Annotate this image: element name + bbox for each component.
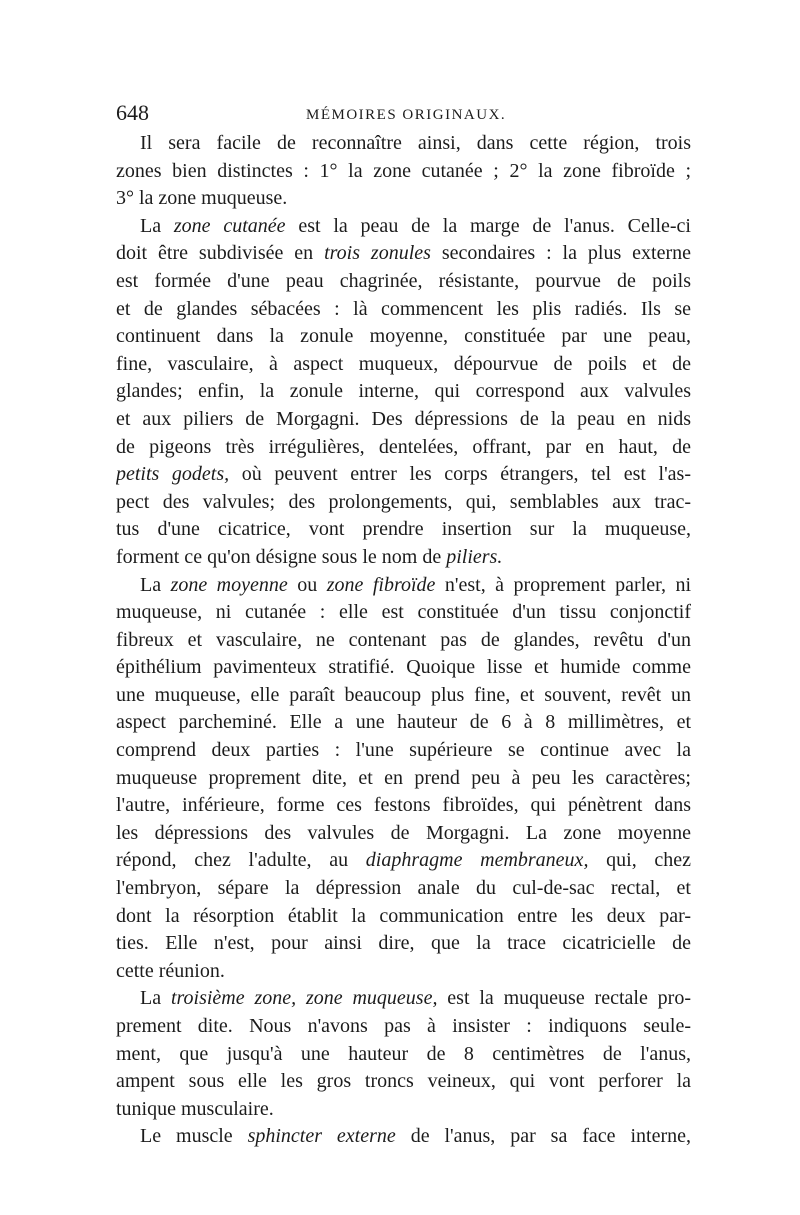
- italic-text: zone cutanée: [173, 214, 286, 237]
- text-line: [116, 599, 691, 627]
- text-span: Le muscle: [140, 1125, 248, 1148]
- page-header: [116, 98, 688, 128]
- text-span: zones bien distinctes : 1° la zone cutanée ; 2° la zone fibroïde ;: [116, 159, 691, 182]
- text-line: [116, 875, 691, 903]
- text-line: [116, 268, 691, 296]
- text-span: muqueuse proprement dite, et en prend peu à peu les caractères;: [116, 766, 691, 789]
- text-span: l'embryon, sépare la dépression anale du cul-de-sac rectal, et: [116, 877, 691, 900]
- text-span: ties. Elle n'est, pour ainsi dire, que la trace cicatricielle de: [116, 932, 691, 955]
- page-number: 648: [116, 100, 149, 125]
- running-head: MÉMOIRES ORIGINAUX.: [306, 107, 507, 123]
- text-span: est la muqueuse rectale pro-: [437, 987, 691, 1010]
- text-line: [116, 351, 691, 379]
- italic-text: zone fibroïde: [326, 573, 436, 596]
- text-span: aspect parcheminé. Elle a une hauteur de 6 à 8 millimètres, et: [116, 711, 691, 734]
- text-span: continuent dans la zonule moyenne, constituée par une peau,: [116, 325, 691, 348]
- text-span: glandes; enfin, la zonule interne, qui correspond aux valvules: [116, 380, 691, 403]
- text-line: [116, 434, 691, 462]
- text-span: cette réunion.: [116, 959, 225, 982]
- text-line: [116, 709, 691, 737]
- text-span: doit être subdivisée en: [116, 242, 325, 265]
- text-line: [116, 765, 691, 793]
- body-text: [116, 130, 691, 1151]
- text-span: et de glandes sébacées : là commencent les plis radiés. Ils se: [116, 297, 691, 320]
- text-line: [116, 489, 691, 517]
- text-line: [116, 654, 691, 682]
- text-span: de pigeons très irrégulières, dentelées, offrant, par en haut, de: [116, 435, 691, 458]
- text-span: une muqueuse, elle paraît beaucoup plus fine, et souvent, revêt un: [116, 683, 691, 706]
- text-span: prement dite. Nous n'avons pas à insister : indiquons seule-: [116, 1015, 691, 1037]
- text-line: [116, 792, 691, 820]
- text-span: les dépressions des valvules de Morgagni. La zone moyenne: [116, 821, 691, 844]
- text-span: pect des valvules; des prolongements, qui, semblables aux trac-: [116, 490, 691, 513]
- text-line: [116, 627, 691, 655]
- italic-text: petits godets,: [116, 463, 230, 486]
- text-span: l'autre, inférieure, forme ces festons fibroïdes, qui pénètrent dans: [116, 794, 691, 817]
- text-line: [116, 1096, 691, 1124]
- text-line: [116, 296, 691, 324]
- text-span: muqueuse, ni cutanée : elle est constituée d'un tissu conjonctif: [116, 601, 691, 624]
- text-span: qui, chez: [588, 849, 691, 872]
- text-span: de l'anus, par sa face interne,: [395, 1125, 691, 1148]
- text-line: [116, 323, 691, 351]
- text-span: et aux piliers de Morgagni. Des dépressions de la peau en nids: [116, 407, 691, 430]
- text-span: ou: [287, 573, 327, 596]
- text-line: [116, 213, 691, 241]
- text-line: [116, 406, 691, 434]
- text-span: ment, que jusqu'à une hauteur de 8 centimètres de l'anus,: [116, 1042, 691, 1065]
- italic-text: piliers.: [446, 545, 503, 568]
- text-line: [116, 1123, 691, 1151]
- italic-text: trois zonules: [324, 242, 431, 265]
- text-line: [116, 1013, 691, 1041]
- text-line: [116, 985, 691, 1013]
- text-span: est la peau de la marge de l'anus. Celle-ci: [285, 214, 691, 237]
- text-span: Il sera facile de reconnaître ainsi, dans cette région, trois: [140, 132, 691, 154]
- text-line: [116, 682, 691, 710]
- text-span: épithélium pavimenteux stratifié. Quoique lisse et humide comme: [116, 656, 691, 679]
- text-span: comprend deux parties : l'une supérieure se continue avec la: [116, 739, 691, 762]
- text-line: [116, 903, 691, 931]
- text-line: [116, 958, 691, 986]
- text-span: La: [140, 214, 174, 237]
- text-line: [116, 130, 691, 158]
- text-line: [116, 461, 691, 489]
- text-span: n'est, à proprement parler, ni: [435, 573, 691, 596]
- text-span: ampent sous elle les gros troncs veineux, qui vont perforer la: [116, 1070, 691, 1093]
- text-line: [116, 516, 691, 544]
- text-span: répond, chez l'adulte, au: [116, 849, 366, 872]
- italic-text: sphincter externe: [247, 1125, 396, 1148]
- text-line: [116, 847, 691, 875]
- text-line: [116, 930, 691, 958]
- text-span: fine, vasculaire, à aspect muqueux, dépourvue de poils et de: [116, 352, 691, 375]
- text-line: [116, 737, 691, 765]
- text-span: où peuvent entrer les corps étrangers, tel est l'as-: [229, 463, 691, 486]
- text-line: [116, 185, 691, 213]
- text-span: fibreux et vasculaire, ne contenant pas de glandes, revêtu d'un: [116, 628, 691, 651]
- text-line: [116, 572, 691, 600]
- text-line: [116, 820, 691, 848]
- italic-text: troisième zone, zone muqueuse,: [170, 987, 438, 1010]
- italic-text: zone moyenne: [170, 573, 288, 596]
- text-span: tunique musculaire.: [116, 1097, 274, 1120]
- text-span: tus d'une cicatrice, vont prendre insertion sur la muqueuse,: [116, 518, 691, 541]
- text-line: [116, 158, 691, 186]
- text-line: [116, 378, 691, 406]
- text-span: La: [140, 987, 171, 1010]
- text-span: forment ce qu'on désigne sous le nom de: [116, 545, 447, 568]
- text-line: [116, 1041, 691, 1069]
- text-line: [116, 544, 691, 572]
- italic-text: diaphragme membraneux,: [365, 849, 589, 872]
- text-span: secondaires : la plus externe: [430, 242, 691, 265]
- text-line: [116, 1068, 691, 1096]
- text-line: [116, 240, 691, 268]
- text-span: est formée d'une peau chagrinée, résistante, pourvue de poils: [116, 269, 691, 292]
- text-span: 3° la zone muqueuse.: [116, 187, 288, 210]
- text-span: dont la résorption établit la communication entre les deux par-: [116, 904, 691, 927]
- text-span: La: [140, 573, 171, 596]
